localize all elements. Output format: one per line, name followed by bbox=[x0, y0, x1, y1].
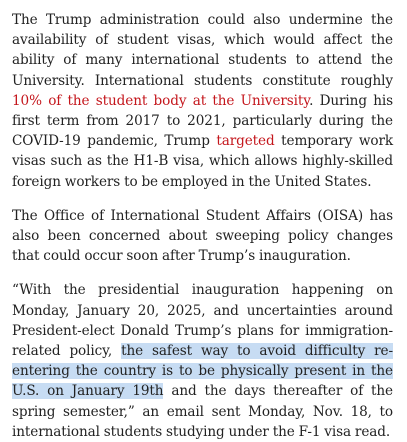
text-segment: “With the presidential inauguration happening on Monday, January 20, 2025, and uncertainties around President-elect Donald Trump’s plans for immigration-related policy, bbox=[12, 282, 393, 360]
text-segment: The Office of International Student Affairs (OISA) has also been concerned about sweeping policy changes that could occur soon after Trump’s inauguration. bbox=[12, 207, 393, 265]
highlighted-selection[interactable]: the safest way to avoid difficulty re-entering the country is to be physically present in the U.S. on January 19th bbox=[12, 343, 393, 400]
text-segment: The Trump administration could also undermine the availability of student visas, which would affect the ability of many international students to attend the University. International students constitute roughly bbox=[12, 12, 393, 89]
text-segment: and the days thereafter of the spring semester,” an email sent Monday, Nov. 18, to international students studying under the F-1 visa read. bbox=[12, 383, 393, 440]
text-segment: . During his first term from 2017 to 2021, particularly during the COVID-19 pandemic, Trump bbox=[12, 92, 394, 150]
paragraph-email-quote bbox=[12, 280, 393, 442]
text-segment: temporary work visas such as the H1-B visa, which allows highly-skilled foreign workers to be employed in the United States. bbox=[12, 133, 393, 190]
link-targeted[interactable]: targeted bbox=[216, 133, 275, 150]
paragraph-oisa bbox=[12, 206, 393, 267]
link-ten-percent-student-body[interactable]: 10% of the student body at the University bbox=[12, 92, 310, 109]
paragraph-visas bbox=[12, 10, 393, 192]
